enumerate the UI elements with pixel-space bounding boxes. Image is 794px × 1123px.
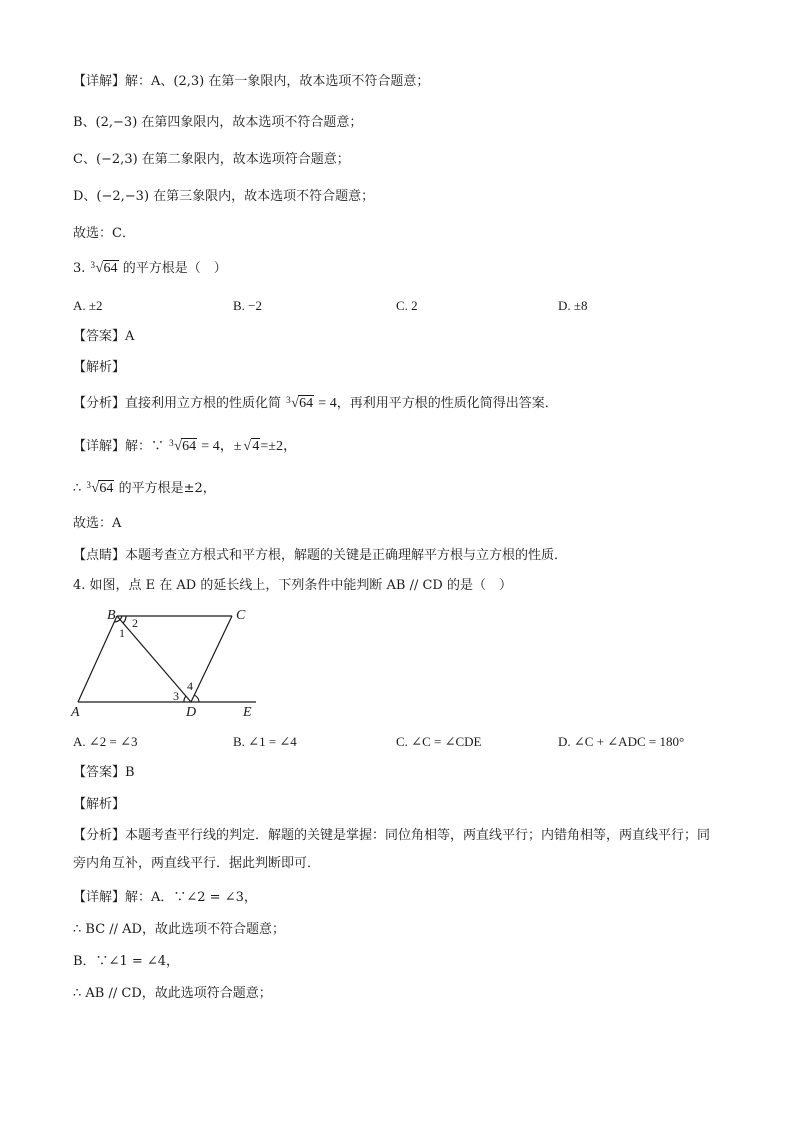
q3-choice: 故选：A [73,516,122,531]
angle-2-arc [123,616,126,623]
q3-therefore-post: 的平方根是±2， [118,481,216,496]
q2-choice: 故选：C． [73,226,135,241]
q4-therefore-b: ∴ AB // CD，故此选项符合题意； [73,986,272,1001]
square-root-expression: √ 4 [243,439,260,454]
point-label-b: B [107,608,116,623]
point-label-e: E [243,705,252,720]
q3-analysis-tag: 【解析】 [73,360,126,375]
q3-fenxi-pre: 【分析】直接利用立方根的性质化简 [73,396,282,411]
q3-stem [73,259,227,279]
q2-option-d-detail: D、(−2,−3) 在第三象限内，故本选项不符合题意； [73,189,375,204]
q2-option-b-detail: B、(2,−3) 在第四象限内，故本选项不符合题意； [73,115,363,130]
q4-answer: 【答案】B [73,765,135,780]
angle-3-arc [184,696,186,702]
cube-root-expression: 3 √ 64 [90,260,118,276]
q3-xiangjie-post: =±2， [260,439,297,454]
q4-option-b: B. ∠1 = ∠4 [233,734,297,749]
point-label-c: C [236,608,246,623]
q3-therefore [73,479,216,499]
angle-label-4: 4 [187,679,193,693]
q3-option-b: B. −2 [233,298,263,313]
q4-analysis-tag: 【解析】 [73,797,126,812]
q4-option-a: A. ∠2 = ∠3 [73,734,138,749]
q3-answer: 【答案】A [73,329,135,344]
cube-root-expression: 3 √ 64 [169,438,197,454]
therefore-symbol: ∴ [73,481,82,496]
q4-option-d: D. ∠C + ∠ADC = 180° [558,734,685,749]
q4-xiangjie-a: 【详解】解：A．∵∠2 = ∠3， [73,890,257,905]
q3-option-d: D. ±8 [558,298,588,313]
angle-label-2: 2 [132,616,138,630]
q3-fenxi-post: ，再利用平方根的性质化简得出答案． [336,396,558,411]
point-label-d: D [186,705,197,720]
q4-therefore-a: ∴ BC // AD，故此选项不符合题意； [73,922,285,937]
q3-xiangjie-eq: = 4，± [201,439,242,454]
parallelogram-figure [70,602,270,722]
q2-detail-a: 【详解】解：A、(2,3) 在第一象限内，故本选项不符合题意； [73,74,430,89]
q3-xiangjie [73,437,297,457]
q3-stem-suffix: 的平方根是（ ） [122,261,227,276]
point-label-a: A [71,705,80,720]
angle-label-3: 3 [173,689,179,703]
q4-option-c: C. ∠C = ∠CDE [396,734,482,749]
q4-detail-b: B．∵∠1 = ∠4， [73,954,180,969]
q2-option-c-detail: C、(−2,3) 在第二象限内，故本选项符合题意； [73,152,350,167]
angle-label-1: 1 [119,626,125,640]
q3-option-a: A. ±2 [73,298,103,313]
cube-root-expression: 3 √ 64 [286,395,314,411]
q4-fenxi: 【分析】本题考查平行线的判定．解题的关键是掌握：同位角相等，两直线平行；内错角相等，两直线平行；同旁内角互补，两直线平行．据此判断即可． [73,828,711,871]
segment-cd [191,616,232,702]
cube-root-expression: 3 √ 64 [86,480,114,496]
q3-number: 3. [73,261,86,276]
segment-ab [78,616,117,702]
q3-fenxi [73,394,558,414]
q3-option-c: C. 2 [396,298,418,313]
q4-stem: 4. 如图，点 E 在 AD 的延长线上，下列条件中能判断 AB // CD 的是（ ） [73,578,512,593]
angle-4-arc [194,695,199,702]
segment-bd [117,616,191,702]
q3-fenxi-eq: = 4 [318,396,337,411]
q3-comment: 【点睛】本题考查立方根式和平方根，解题的关键是正确理解平方根与立方根的性质． [73,548,568,563]
q3-xiangjie-pre: 【详解】解：∵ [73,439,165,454]
